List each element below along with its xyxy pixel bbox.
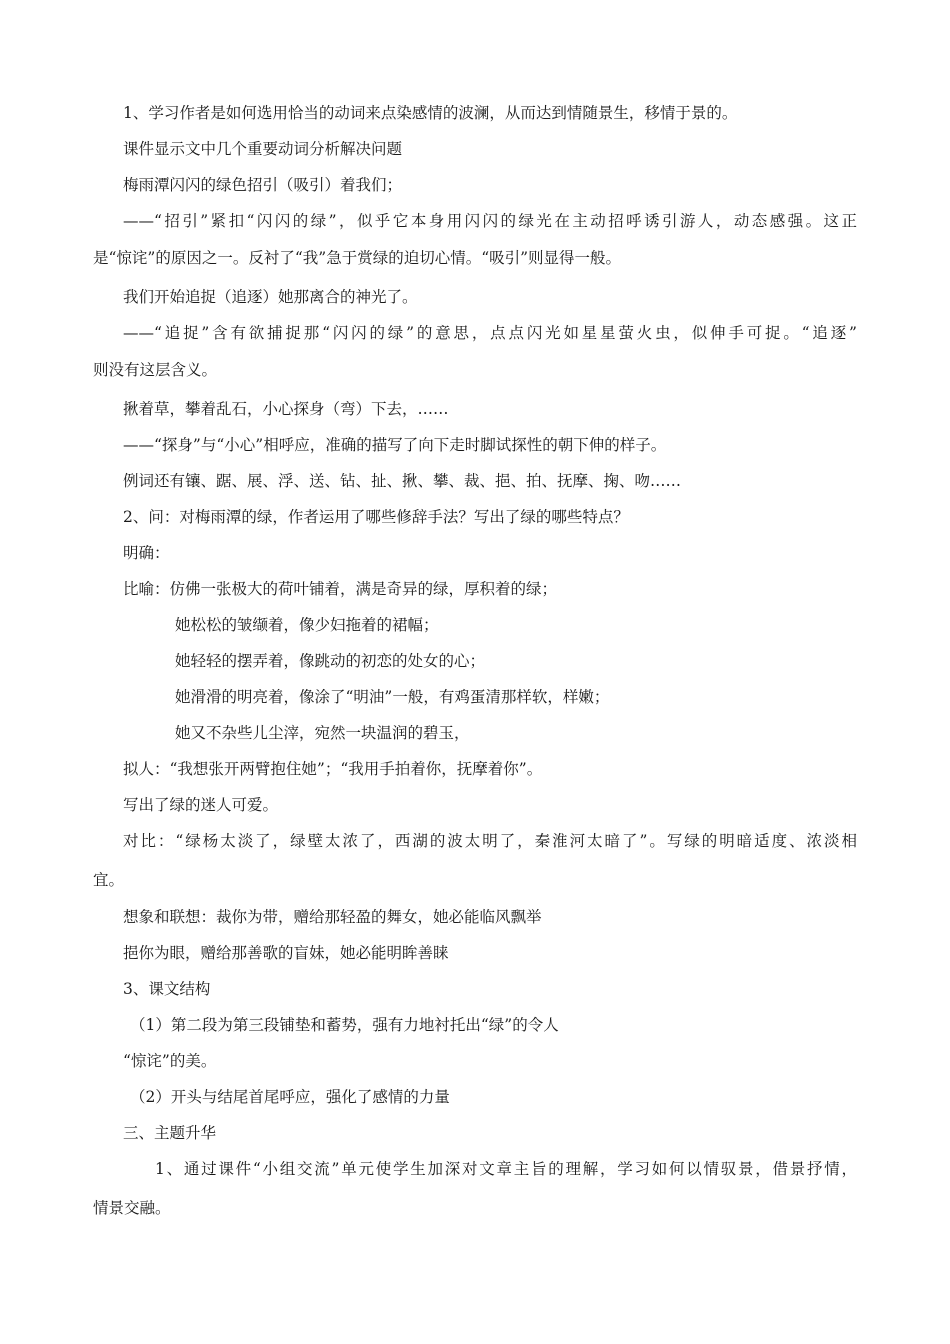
paragraph-line: 课件显示文中几个重要动词分析解决问题	[123, 140, 403, 158]
paragraph-line: ——“探身”与“小心”相呼应，准确的描写了向下走时脚试探性的朝下伸的样子。	[123, 436, 667, 454]
paragraph-line: 她又不杂些儿尘滓，宛然一块温润的碧玉，	[175, 724, 470, 742]
paragraph-line: 1、通过课件“小组交流”单元使学生加深对文章主旨的理解，学习如何以情驭景，借景抒情，	[155, 1160, 857, 1178]
paragraph-line: 梅雨潭闪闪的绿色招引（吸引）着我们；	[123, 176, 403, 194]
paragraph-line: 宜。	[93, 871, 125, 889]
paragraph-line: 对比：“绿杨太淡了，绿壁太浓了，西湖的波太明了，秦淮河太暗了”。写绿的明暗适度、浓淡相	[123, 832, 857, 850]
paragraph-line: 揪着草，攀着乱石，小心探身（弯）下去，……	[123, 400, 449, 418]
section-heading: 三、主题升华	[123, 1124, 217, 1142]
paragraph-line: 明确：	[123, 544, 170, 562]
paragraph-line: （1）第二段为第三段铺垫和蓄势，强有力地衬托出“绿”的令人	[130, 1016, 559, 1034]
paragraph-line: 拟人：“我想张开两臂抱住她”；“我用手拍着你，抚摩着你”。	[123, 760, 543, 778]
paragraph-line: ——“招引”紧扣“闪闪的绿”，似乎它本身用闪闪的绿光在主动招呼诱引游人，动态感强。这正	[123, 212, 857, 230]
paragraph-line: 挹你为眼，赠给那善歌的盲妹，她必能明眸善睐	[123, 944, 449, 962]
paragraph-line: 情景交融。	[93, 1199, 171, 1217]
paragraph-line: 她轻轻的摆弄着，像跳动的初恋的处女的心；	[175, 652, 486, 670]
paragraph-line: “惊诧”的美。	[123, 1052, 217, 1070]
paragraph-line: 1、学习作者是如何选用恰当的动词来点染感情的波澜，从而达到情随景生，移情于景的。	[123, 104, 738, 122]
paragraph-line: 是“惊诧”的原因之一。反衬了“我”急于赏绿的迫切心情。“吸引”则显得一般。	[93, 249, 622, 267]
paragraph-line: 2、问：对梅雨潭的绿，作者运用了哪些修辞手法？写出了绿的哪些特点？	[123, 508, 629, 526]
paragraph-line: 例词还有镶、踞、展、浮、送、钻、扯、揪、攀、裁、挹、拍、抚摩、掬、吻……	[123, 472, 682, 490]
paragraph-line: 她松松的皱缬着，像少妇拖着的裙幅；	[175, 616, 439, 634]
paragraph-line: （2）开头与结尾首尾呼应，强化了感情的力量	[130, 1088, 450, 1106]
paragraph-line: 我们开始追捉（追逐）她那离合的神光了。	[123, 288, 418, 306]
paragraph-line: 她滑滑的明亮着，像涂了“明油”一般，有鸡蛋清那样软，样嫩；	[175, 688, 610, 706]
paragraph-line: ——“追捉”含有欲捕捉那“闪闪的绿”的意思，点点闪光如星星萤火虫，似伸手可捉。“追逐”	[123, 324, 857, 342]
paragraph-line: 比喻：仿佛一张极大的荷叶铺着，满是奇异的绿，厚积着的绿；	[123, 580, 558, 598]
paragraph-line: 想象和联想：裁你为带，赠给那轻盈的舞女，她必能临风飘举	[123, 908, 542, 926]
paragraph-line: 写出了绿的迷人可爱。	[123, 796, 279, 814]
paragraph-line: 则没有这层含义。	[93, 361, 218, 379]
section-heading: 3、课文结构	[123, 980, 211, 998]
